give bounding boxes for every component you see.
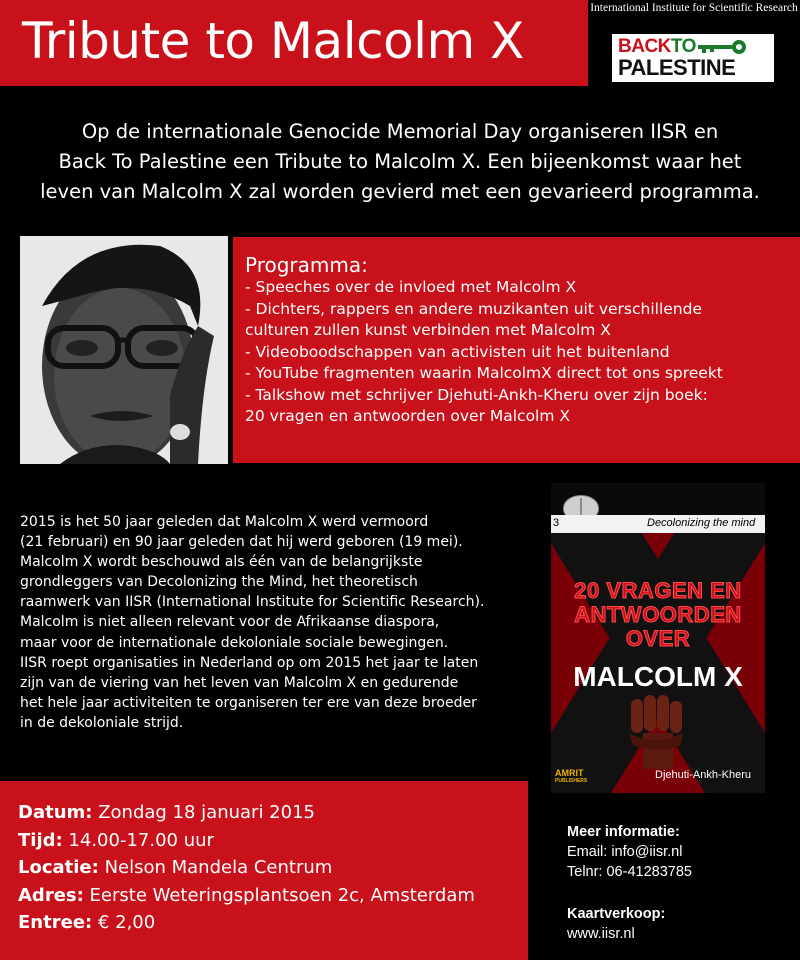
page-title: Tribute to Malcolm X bbox=[22, 12, 524, 70]
address-value: Eerste Weteringsplantsoen 2c, Amsterdam bbox=[83, 884, 475, 906]
location-label: Locatie: bbox=[18, 857, 99, 878]
book-title bbox=[551, 579, 765, 651]
date-label: Datum: bbox=[18, 802, 93, 823]
logo-back-text: BACK bbox=[618, 36, 671, 57]
logo-to-text: TO bbox=[670, 36, 696, 57]
event-entry bbox=[18, 909, 528, 937]
paragraph-line: (21 februari) en 90 jaar geleden dat hij werd geboren (19 mei). bbox=[20, 534, 463, 551]
back-to-palestine-logo bbox=[612, 34, 774, 82]
description-paragraph bbox=[20, 512, 540, 733]
institute-name: International Institute for Scientific Research bbox=[590, 2, 798, 14]
book-cover bbox=[551, 483, 765, 793]
logo-palestine-text: PALESTINE bbox=[618, 55, 736, 80]
malcolm-x-portrait bbox=[20, 236, 228, 464]
contact-heading: Meer informatie: bbox=[567, 824, 680, 840]
location-value: Nelson Mandela Centrum bbox=[98, 857, 333, 878]
event-location bbox=[18, 854, 528, 882]
address-label: Adres: bbox=[18, 884, 84, 906]
list-item: - Videoboodschappen van activisten uit het buitenland bbox=[245, 342, 670, 361]
intro-line: Back To Palestine een Tribute to Malcolm X. Een bijeenkomst waar het bbox=[58, 150, 742, 173]
publisher-name: AMRIT bbox=[555, 768, 584, 778]
list-item: - Talkshow met schrijver Djehuti-Ankh-Kheru over zijn boek: bbox=[245, 385, 708, 404]
paragraph-line: Malcolm X wordt beschouwd als één van de belangrijkste bbox=[20, 554, 423, 571]
entry-label: Entree: bbox=[18, 912, 93, 933]
time-label: Tijd: bbox=[18, 829, 63, 851]
raised-fist-icon bbox=[623, 693, 693, 769]
list-item: - Speeches over de invloed met Malcolm X bbox=[245, 278, 577, 296]
publisher-suffix: PUBLISHERS bbox=[555, 778, 588, 784]
book-series: Decolonizing the mind bbox=[647, 517, 756, 529]
event-address bbox=[18, 882, 528, 910]
list-item: - Dichters, rappers en andere muzikanten uit verschillende bbox=[245, 299, 703, 318]
list-item: - YouTube fragmenten waarin MalcolmX direct tot ons spreekt bbox=[245, 364, 723, 382]
book-title-line: OVER bbox=[625, 626, 691, 651]
paragraph-line: raamwerk van IISR (International Institute for Scientific Research). bbox=[20, 594, 485, 611]
book-title-line: ANTWOORDEN bbox=[574, 602, 742, 627]
contact-info bbox=[567, 822, 692, 944]
paragraph-line: 2015 is het 50 jaar geleden dat Malcolm X werd vermoord bbox=[20, 514, 429, 530]
book-title-line: 20 VRAGEN EN bbox=[574, 578, 742, 603]
book-subject-name: MALCOLM X bbox=[573, 661, 743, 692]
programma-list bbox=[245, 277, 800, 428]
programma-box bbox=[233, 237, 800, 463]
event-info-box bbox=[0, 781, 528, 960]
intro-line: Op de internationale Genocide Memorial Day organiseren IISR en bbox=[81, 120, 719, 143]
contact-email: Email: info@iisr.nl bbox=[567, 844, 683, 860]
paragraph-line: zijn van de viering van het leven van Malcolm X en gedurende bbox=[20, 674, 459, 691]
paragraph-line: het hele jaar activiteiten te organiseren ter ere van deze broeder bbox=[20, 694, 477, 711]
entry-value: € 2,00 bbox=[92, 912, 156, 933]
paragraph-line: maar voor de internationale dekoloniale sociale bewegingen. bbox=[20, 634, 449, 651]
book-publisher bbox=[555, 769, 587, 784]
tickets-heading: Kaartverkoop: bbox=[567, 906, 666, 922]
event-date bbox=[18, 799, 528, 827]
paragraph-line: in de dekoloniale strijd. bbox=[20, 714, 184, 731]
event-time bbox=[18, 827, 528, 855]
book-author: Djehuti-Ankh-Kheru bbox=[655, 769, 751, 781]
programma-title: Programma: bbox=[245, 253, 368, 277]
list-item: culturen zullen kunst verbinden met Malcolm X bbox=[245, 321, 611, 339]
date-value: Zondag 18 januari 2015 bbox=[92, 802, 315, 823]
title-banner bbox=[0, 0, 588, 86]
paragraph-line: grondleggers van Decolonizing the Mind, het theoretisch bbox=[20, 574, 418, 591]
paragraph-line: Malcolm is niet alleen relevant voor de Afrikaanse diaspora, bbox=[20, 614, 440, 631]
book-number: 3 bbox=[553, 517, 560, 529]
intro-text bbox=[0, 117, 800, 207]
intro-line: leven van Malcolm X zal worden gevierd met een gevarieerd programma. bbox=[40, 180, 760, 203]
list-item: 20 vragen en antwoorden over Malcolm X bbox=[245, 407, 571, 425]
website: www.iisr.nl bbox=[567, 926, 635, 942]
contact-phone: Telnr: 06-41283785 bbox=[567, 864, 692, 880]
paragraph-line: IISR roept organisaties in Nederland op om 2015 het jaar te laten bbox=[20, 654, 479, 671]
key-icon bbox=[698, 40, 746, 54]
time-value: 14.00-17.00 uur bbox=[62, 829, 214, 851]
